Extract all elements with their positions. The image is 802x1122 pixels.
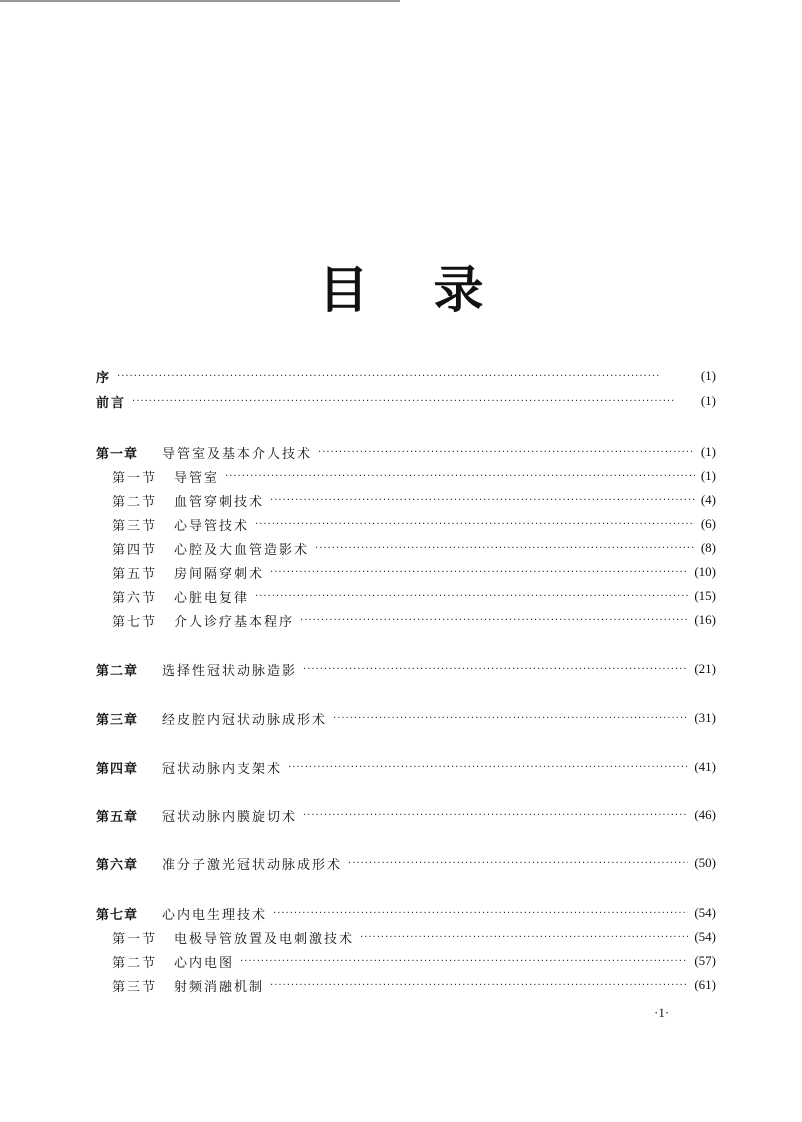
toc-entry-title: 血管穿刺技术 [174,494,265,510]
toc-entry-section[interactable] [112,928,716,946]
toc-entry-label [96,806,303,825]
toc-entry-label [112,515,255,534]
dot-leader [225,471,695,482]
toc-entry-label [96,758,288,777]
dot-leader [270,980,688,991]
toc-entry-label [96,392,132,411]
dot-leader [270,567,688,578]
title-char-2: 录 [433,261,484,319]
toc-entry-section[interactable] [112,563,716,581]
toc-entry-title: 经皮腔内冠状动脉成形术 [162,712,328,728]
toc-entry-title: 导管室 [174,470,220,486]
toc-entry-section[interactable] [112,611,716,629]
toc-entry-label [96,367,117,386]
dot-leader [288,762,688,773]
toc-entry-label [112,539,315,558]
page-number: ·1· [654,1005,670,1020]
toc-entry-title: 前言 [96,395,127,411]
dot-leader [132,396,695,407]
dot-leader [303,664,688,675]
toc-entry-number: 第三节 [112,979,158,995]
dot-leader [270,495,695,506]
toc-entry-section[interactable] [112,976,716,994]
toc-entry-number: 第六节 [112,590,158,606]
toc-entry-page: (1) [700,468,716,483]
toc-entry-title: 介人诊疗基本程序 [174,614,295,630]
dot-leader [273,908,688,919]
toc-entry-title: 射频消融机制 [174,979,265,995]
toc-entry-chapter[interactable] [96,758,716,776]
toc-entry-page: (54) [694,929,716,944]
toc-entry-number: 第七章 [96,907,139,923]
dot-leader [300,615,688,626]
toc-entry-label [96,854,348,873]
toc-entry-label [112,976,270,995]
toc-entry-title: 心内电图 [174,955,235,971]
toc-entry-title: 准分子激光冠状动脉成形术 [162,857,343,873]
dot-leader [318,447,695,458]
toc-entry-page: (6) [700,516,716,531]
toc-entry-title: 冠状动脉内膜旋切术 [162,809,298,825]
toc-entry-chapter[interactable] [96,660,716,678]
toc-entry-label [112,952,240,971]
toc-entry-number: 第三节 [112,518,158,534]
toc-entry-title: 冠状动脉内支架术 [162,761,283,777]
toc-entry-page: (54) [694,905,716,920]
toc-entry-plain[interactable] [96,392,716,410]
title-char-1: 目 [318,261,369,319]
toc-entry-section[interactable] [112,491,716,509]
toc-entry-number: 第七节 [112,614,158,630]
toc-entry-title: 选择性冠状动脉造影 [162,663,298,679]
page-title [0,250,802,322]
toc-entry-number: 第四节 [112,542,158,558]
toc-entry-page: (10) [694,564,716,579]
toc-entry-page: (41) [694,759,716,774]
scan-edge-line [0,0,400,2]
toc-entry-chapter[interactable] [96,904,716,922]
dot-leader [240,956,688,967]
toc-entry-label [112,928,360,947]
toc-entry-label [96,709,333,728]
toc-entry-label [112,467,225,486]
toc-entry-chapter[interactable] [96,806,716,824]
toc-entry-plain[interactable] [96,367,716,385]
toc-entry-section[interactable] [112,515,716,533]
dot-leader [255,591,688,602]
toc-entry-number: 第一节 [112,470,158,486]
toc-entry-section[interactable] [112,952,716,970]
toc-entry-number: 第五章 [96,809,139,825]
dot-leader [360,932,688,943]
toc-entry-section[interactable] [112,467,716,485]
toc-entry-number: 第四章 [96,761,139,777]
toc-entry-page: (61) [694,977,716,992]
toc-entry-label [112,563,270,582]
toc-entry-label [112,611,300,630]
toc-entry-title: 序 [96,370,112,386]
dot-leader [315,543,695,554]
toc-entry-number: 第六章 [96,857,139,873]
toc-entry-chapter[interactable] [96,709,716,727]
dot-leader [255,519,695,530]
toc-entry-page: (1) [700,368,716,383]
toc-entry-page: (50) [694,855,716,870]
toc-entry-page: (31) [694,710,716,725]
toc-entry-label [96,443,318,462]
toc-entry-page: (46) [694,807,716,822]
toc-entry-label [112,491,270,510]
toc-entry-page: (16) [694,612,716,627]
toc-entry-title: 心腔及大血管造影术 [174,542,310,558]
toc-entry-number: 第三章 [96,712,139,728]
toc-entry-section[interactable] [112,587,716,605]
toc-entry-number: 第一节 [112,931,158,947]
toc-entry-title: 电极导管放置及电刺激技术 [174,931,355,947]
toc-entry-title: 心导管技术 [174,518,250,534]
dot-leader [333,713,688,724]
toc-entry-number: 第二节 [112,955,158,971]
toc-entry-page: (1) [700,393,716,408]
toc-entry-page: (21) [694,661,716,676]
dot-leader [348,858,688,869]
dot-leader [117,371,695,382]
toc-entry-section[interactable] [112,539,716,557]
toc-entry-label [112,587,255,606]
toc-entry-page: (57) [694,953,716,968]
toc-entry-number: 第一章 [96,446,139,462]
toc-entry-title: 心脏电复律 [174,590,250,606]
toc-entry-label [96,904,273,923]
toc-entry-page: (4) [700,492,716,507]
toc-entry-number: 第二节 [112,494,158,510]
toc-entry-label [96,660,303,679]
toc-entry-title: 导管室及基本介人技术 [162,446,313,462]
toc-entry-title: 房间隔穿刺术 [174,566,265,582]
toc-entry-page: (8) [700,540,716,555]
toc-entry-title: 心内电生理技术 [162,907,268,923]
toc-entry-number: 第五节 [112,566,158,582]
toc-entry-number: 第二章 [96,663,139,679]
toc-entry-page: (15) [694,588,716,603]
dot-leader [303,810,688,821]
toc-entry-chapter[interactable] [96,854,716,872]
toc-entry-page: (1) [700,444,716,459]
toc-entry-chapter[interactable] [96,443,716,461]
